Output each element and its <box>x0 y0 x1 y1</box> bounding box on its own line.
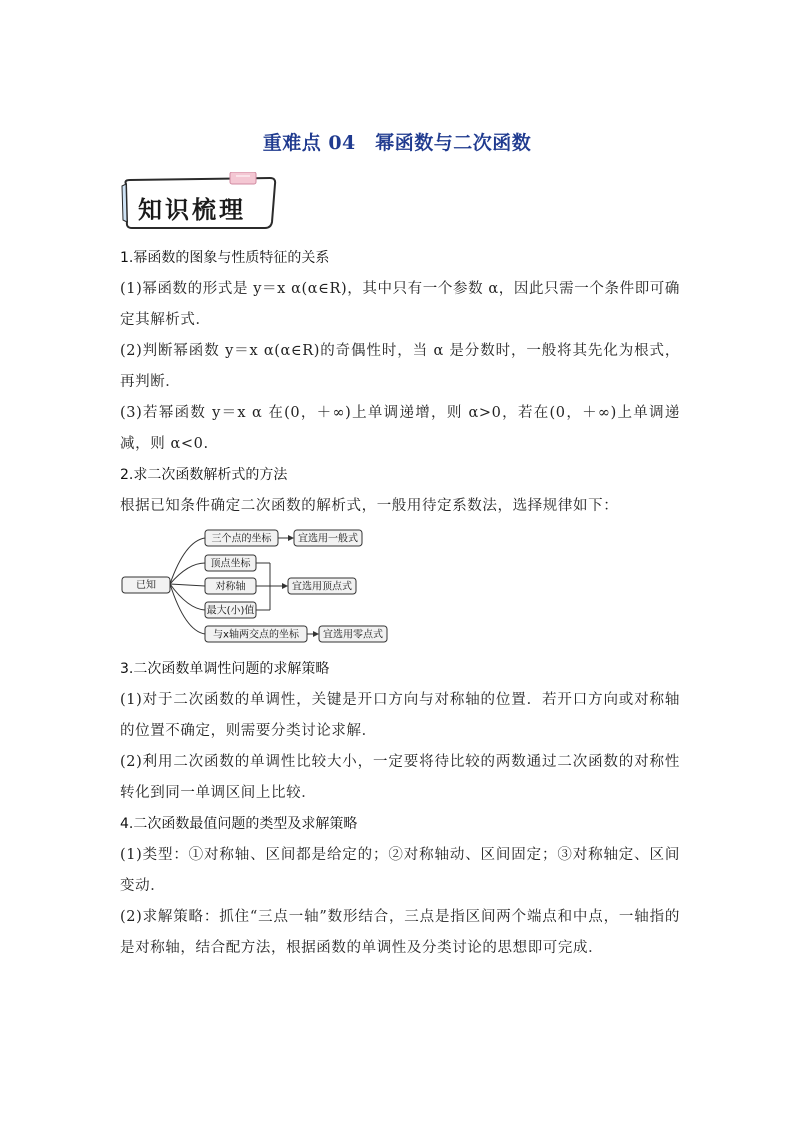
paragraph: (1)幂函数的形式是 y＝x α(α∈R)，其中只有一个参数 α，因此只需一个条件即可确定其解析式． <box>120 281 680 328</box>
paragraph: (2)判断幂函数 y＝x α(α∈R)的奇偶性时，当 α 是分数时，一般将其先化为根式，再判断． <box>120 343 680 390</box>
paragraph: (3)若幂函数 y＝x α 在(0，＋∞)上单调递增，则 α>0，若在(0，＋∞)上单调递减，则 α<0. <box>120 405 680 452</box>
section-badge-label: 知识梳理 <box>138 195 246 224</box>
section-heading: 3.二次函数单调性问题的求解策略 <box>120 661 330 677</box>
paragraph: (1)类型：①对称轴、区间都是给定的；②对称轴动、区间固定；③对称轴定、区间变动． <box>120 847 680 894</box>
paragraph: (1)对于二次函数的单调性，关键是开口方向与对称轴的位置．若开口方向或对称轴的位置不确定，则需要分类讨论求解． <box>120 692 680 739</box>
diagram-result-label: 宜选用一般式 <box>298 533 358 545</box>
paragraph: 根据已知条件确定二次函数的解析式，一般用待定系数法，选择规律如下： <box>120 498 619 514</box>
method-diagram <box>120 526 680 652</box>
section-heading: 1.幂函数的图象与性质特征的关系 <box>120 250 330 266</box>
diagram-result-label: 宜选用顶点式 <box>292 581 352 593</box>
paragraph: (2)求解策略：抓住“三点一轴”数形结合，三点是指区间两个端点和中点，一轴指的是对称轴，结合配方法，根据函数的单调性及分类讨论的思想即可完成． <box>120 909 680 956</box>
diagram-condition-label: 三个点的坐标 <box>211 533 272 545</box>
diagram-condition-label: 对称轴 <box>215 581 246 593</box>
diagram-result-label: 宜选用零点式 <box>323 629 383 641</box>
diagram-condition-label: 与x轴两交点的坐标 <box>213 629 299 641</box>
diagram-condition-label: 最大(小)值 <box>206 605 255 617</box>
paragraph: (2)利用二次函数的单调性比较大小，一定要将待比较的两数通过二次函数的对称性转化到同一单调区间上比较． <box>120 754 680 801</box>
diagram-condition-label: 顶点坐标 <box>210 558 251 570</box>
section-heading: 2.求二次函数解析式的方法 <box>120 467 288 483</box>
document-body <box>120 243 680 964</box>
page-title: 重难点 04 幂函数与二次函数 <box>262 132 532 154</box>
section-heading: 4.二次函数最值问题的类型及求解策略 <box>120 816 358 832</box>
diagram-root-label: 已知 <box>136 580 156 591</box>
